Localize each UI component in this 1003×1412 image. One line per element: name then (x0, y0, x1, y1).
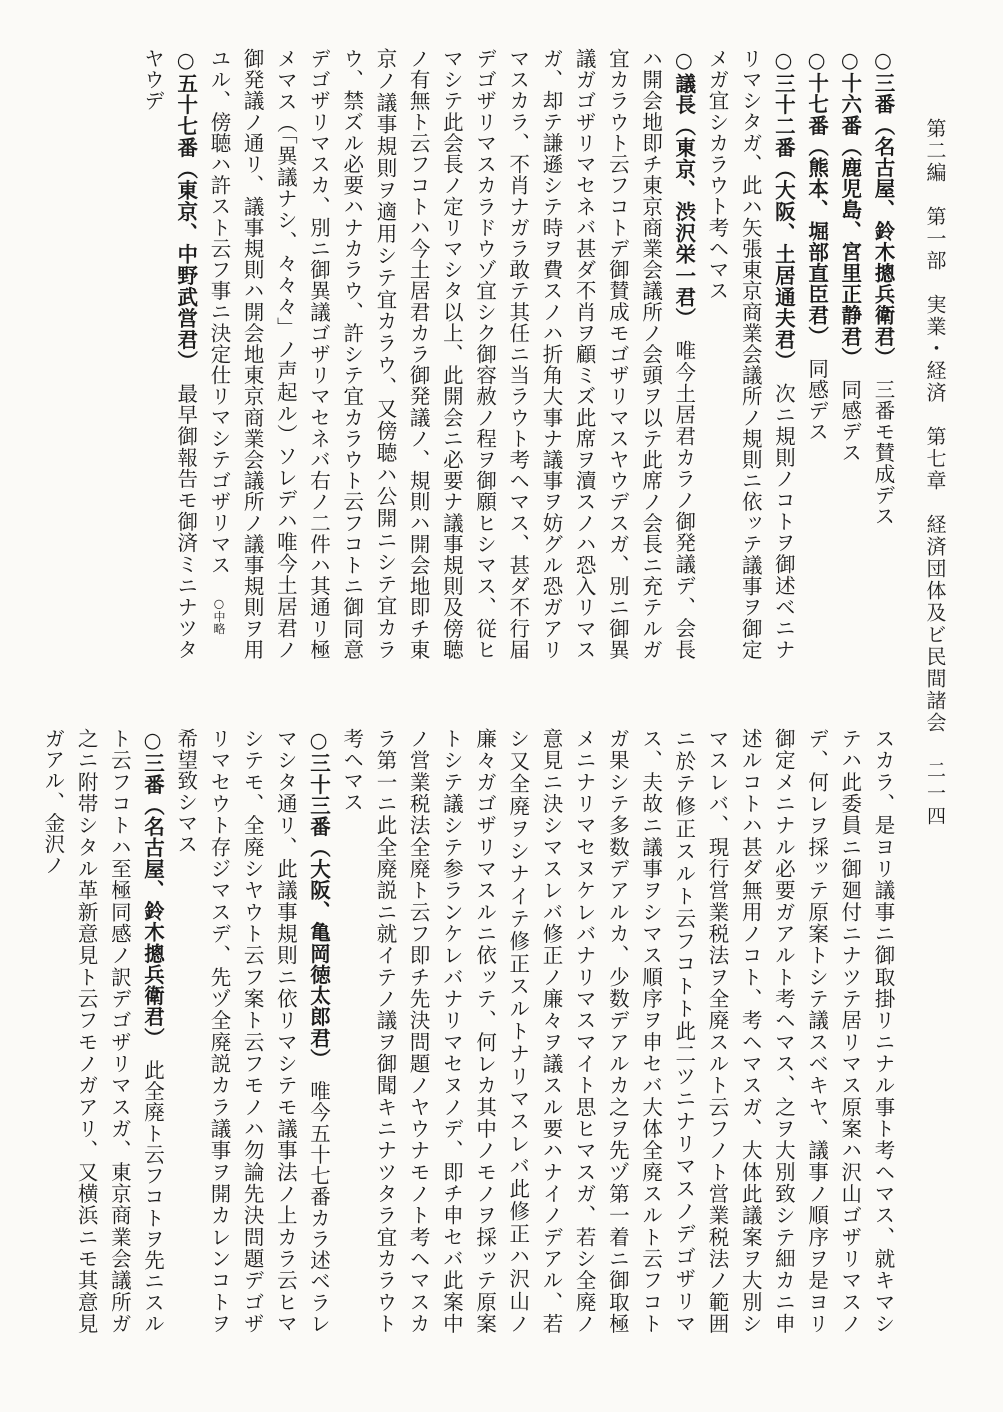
speaker-label: ○十六番（鹿児島、宮里正静君） (837, 48, 862, 358)
speech-entry (700, 48, 800, 660)
speech-text: 最早御報告モ御済ミニナツタヤウデ (140, 48, 198, 661)
running-header: 第二編 第一部 実業・経済 第七章 経済団体及ビ民間諸会 (923, 118, 947, 734)
speech-text: 唯今土居君カラノ御発議デ、会長ハ開会地即チ東京商業会議所ノ会頭ヲ以テ此席ノ会長ニ充テルガ宜カラウト云フコトデ御賛成モゴザリマスヤウデスガ、別ニ御異議ガゴザリマセネバ甚ダ不肖ヲ顧ミズ此席ヲ瀆スノハ恐入リマスガ、却テ謙遜シテ時ヲ費スノハ折角大事ナ議事ヲ妨グル恐ガアリマスカラ、不肖ナガラ敢テ其任ニ当ラウト考ヘマス、甚ダ不行届デゴザリマスカラドウゾ宜シク御容赦ノ程ヲ御願ヒシマス、従ヒマシテ此会長ノ定リマシタ以上、此開会ニ必要ナ議事規則及傍聴ノ有無ト云フコトハ今土居君カラ御発議ノ、規則ハ開会地即チ東京ノ議事規則ヲ適用シテ宜カラウ、又傍聴ハ公開ニシテ宜カラウ、禁ズル必要ハナカラウ、許シテ宜カラウト云フコトニ御同意デゴザリマスカ、別ニ御異議ゴザリマセネバ右ノ二件ハ其通リ極メマス（「異議ナシ、々々々」ノ声起ル）ソレデハ唯今土居君ノ御発議ノ通リ、議事規則ハ開会地東京商業会議所ノ議事規則ヲ用ユル、傍聴ハ許スト云フ事ニ決定仕リマシテゴザリマス (206, 48, 696, 661)
speaker-label: ○三十二番（大阪、土居通夫君） (771, 48, 796, 362)
speech-entry (36, 728, 169, 1334)
speaker-label: ○五十七番（東京、中野武営君） (173, 48, 198, 362)
speech-text: 此全廃ト云フコトヲ先ニスルト云フコトハ至極同感ノ訳デゴザリマスガ、東京商業会議所ガ之ニ附帯シタル革新意見ト云フモノガアリ、又横浜ニモ其意見ガアル、金沢ノ (40, 728, 165, 1334)
speech-entry (202, 48, 700, 660)
speech-entry (335, 728, 899, 1334)
speaker-label: ○三十三番（大阪、亀岡徳太郎君） (306, 728, 331, 1060)
speech-text: 三番モ賛成デス (871, 378, 895, 527)
speech-text: スカラ、是ヨリ議事ニ御取掛リニナル事ト考ヘマス、就キマシテハ此委員ニ御廻付ニナツテ居リマス原案ハ沢山ゴザリマスノデ、何レヲ採ッテ原案トシテ議スベキヤ、議事ノ順序ヲ是ヨリ御定メニナル必要ガアルト考ヘマス、之ヲ大別致シテ細カニ申述ルコトハ甚ダ無用ノコト、考ヘマスガ、大体此議案ヲ大別シマスレバ、現行営業税法ヲ全廃スルト云フノト営業税法ノ範囲ニ於テ修正スルト云フコトト此二ツニナリマスノデゴザリマス、夫故ニ議事ヲシマス順序ヲ申セバ大体全廃スルト云フコトガ果シテ多数デアルカ、少数デアルカ之ヲ先ヅ第一着ニ御取極メニナリマセヌケレバナリマスマイト思ヒマスガ、若シ全廃ノ意見ニ決シマスレバ修正ノ廉々ヲ議スル要ハナイノデアル、若シ又全廃ヲシナイテ修正スルトナリマスレバ此修正ハ沢山ノ廉々ガゴザリマスルニ依ッテ、何レカ其中ノモノヲ採ッテ原案トシテ議シテ参ランケレバナリマセヌノデ、即チ申セバ此案中ノ営業税法全廃ト云フ即チ先決問題ノヤウナモノト考ヘマスカラ第一ニ此全廃説ニ就イテノ議ヲ御聞キニナツタラ宜カラウト考ヘマス (339, 728, 895, 1334)
speaker-label: ○十七番（熊本、堀部直臣君） (804, 48, 829, 337)
speech-entry (833, 48, 866, 660)
page-number: 二一四 (924, 760, 946, 829)
speech-text: 唯今五十七番カラ述ベラレマシタ通リ、此議事規則ニ依リマシテモ議事法ノ上カラ云ヒマシテモ、全廃シヤウト云フ案ト云フモノハ勿論先決問題デゴザリマセウト存ジマスデ、先ヅ全廃説カラ議事ヲ開カレンコトヲ希望致シマス (173, 728, 331, 1334)
upper-text-block (59, 48, 899, 660)
speech-text: 次ニ規則ノコトヲ御述ベニナリマシタガ、此ハ矢張東京商業会議所ノ規則ニ依ッテ議事ヲ御定メガ宜シカラウト考ヘマス (704, 48, 796, 661)
speaker-label: ○三番（名古屋、鈴木摠兵衛君） (871, 48, 895, 358)
lower-text-block (40, 728, 899, 1334)
speaker-label: ○議長（東京、渋沢栄一君） (671, 48, 696, 319)
speech-text: 同感デス (804, 357, 829, 443)
speech-entry (799, 48, 832, 660)
elision-note: ○中略 (211, 596, 226, 635)
speech-entry (866, 48, 899, 660)
speech-entry (135, 48, 201, 660)
speaker-label: ○三番（名古屋、鈴木摠兵衛君） (140, 728, 165, 1039)
speech-entry (169, 728, 335, 1334)
speech-text: 同感デス (837, 378, 862, 464)
